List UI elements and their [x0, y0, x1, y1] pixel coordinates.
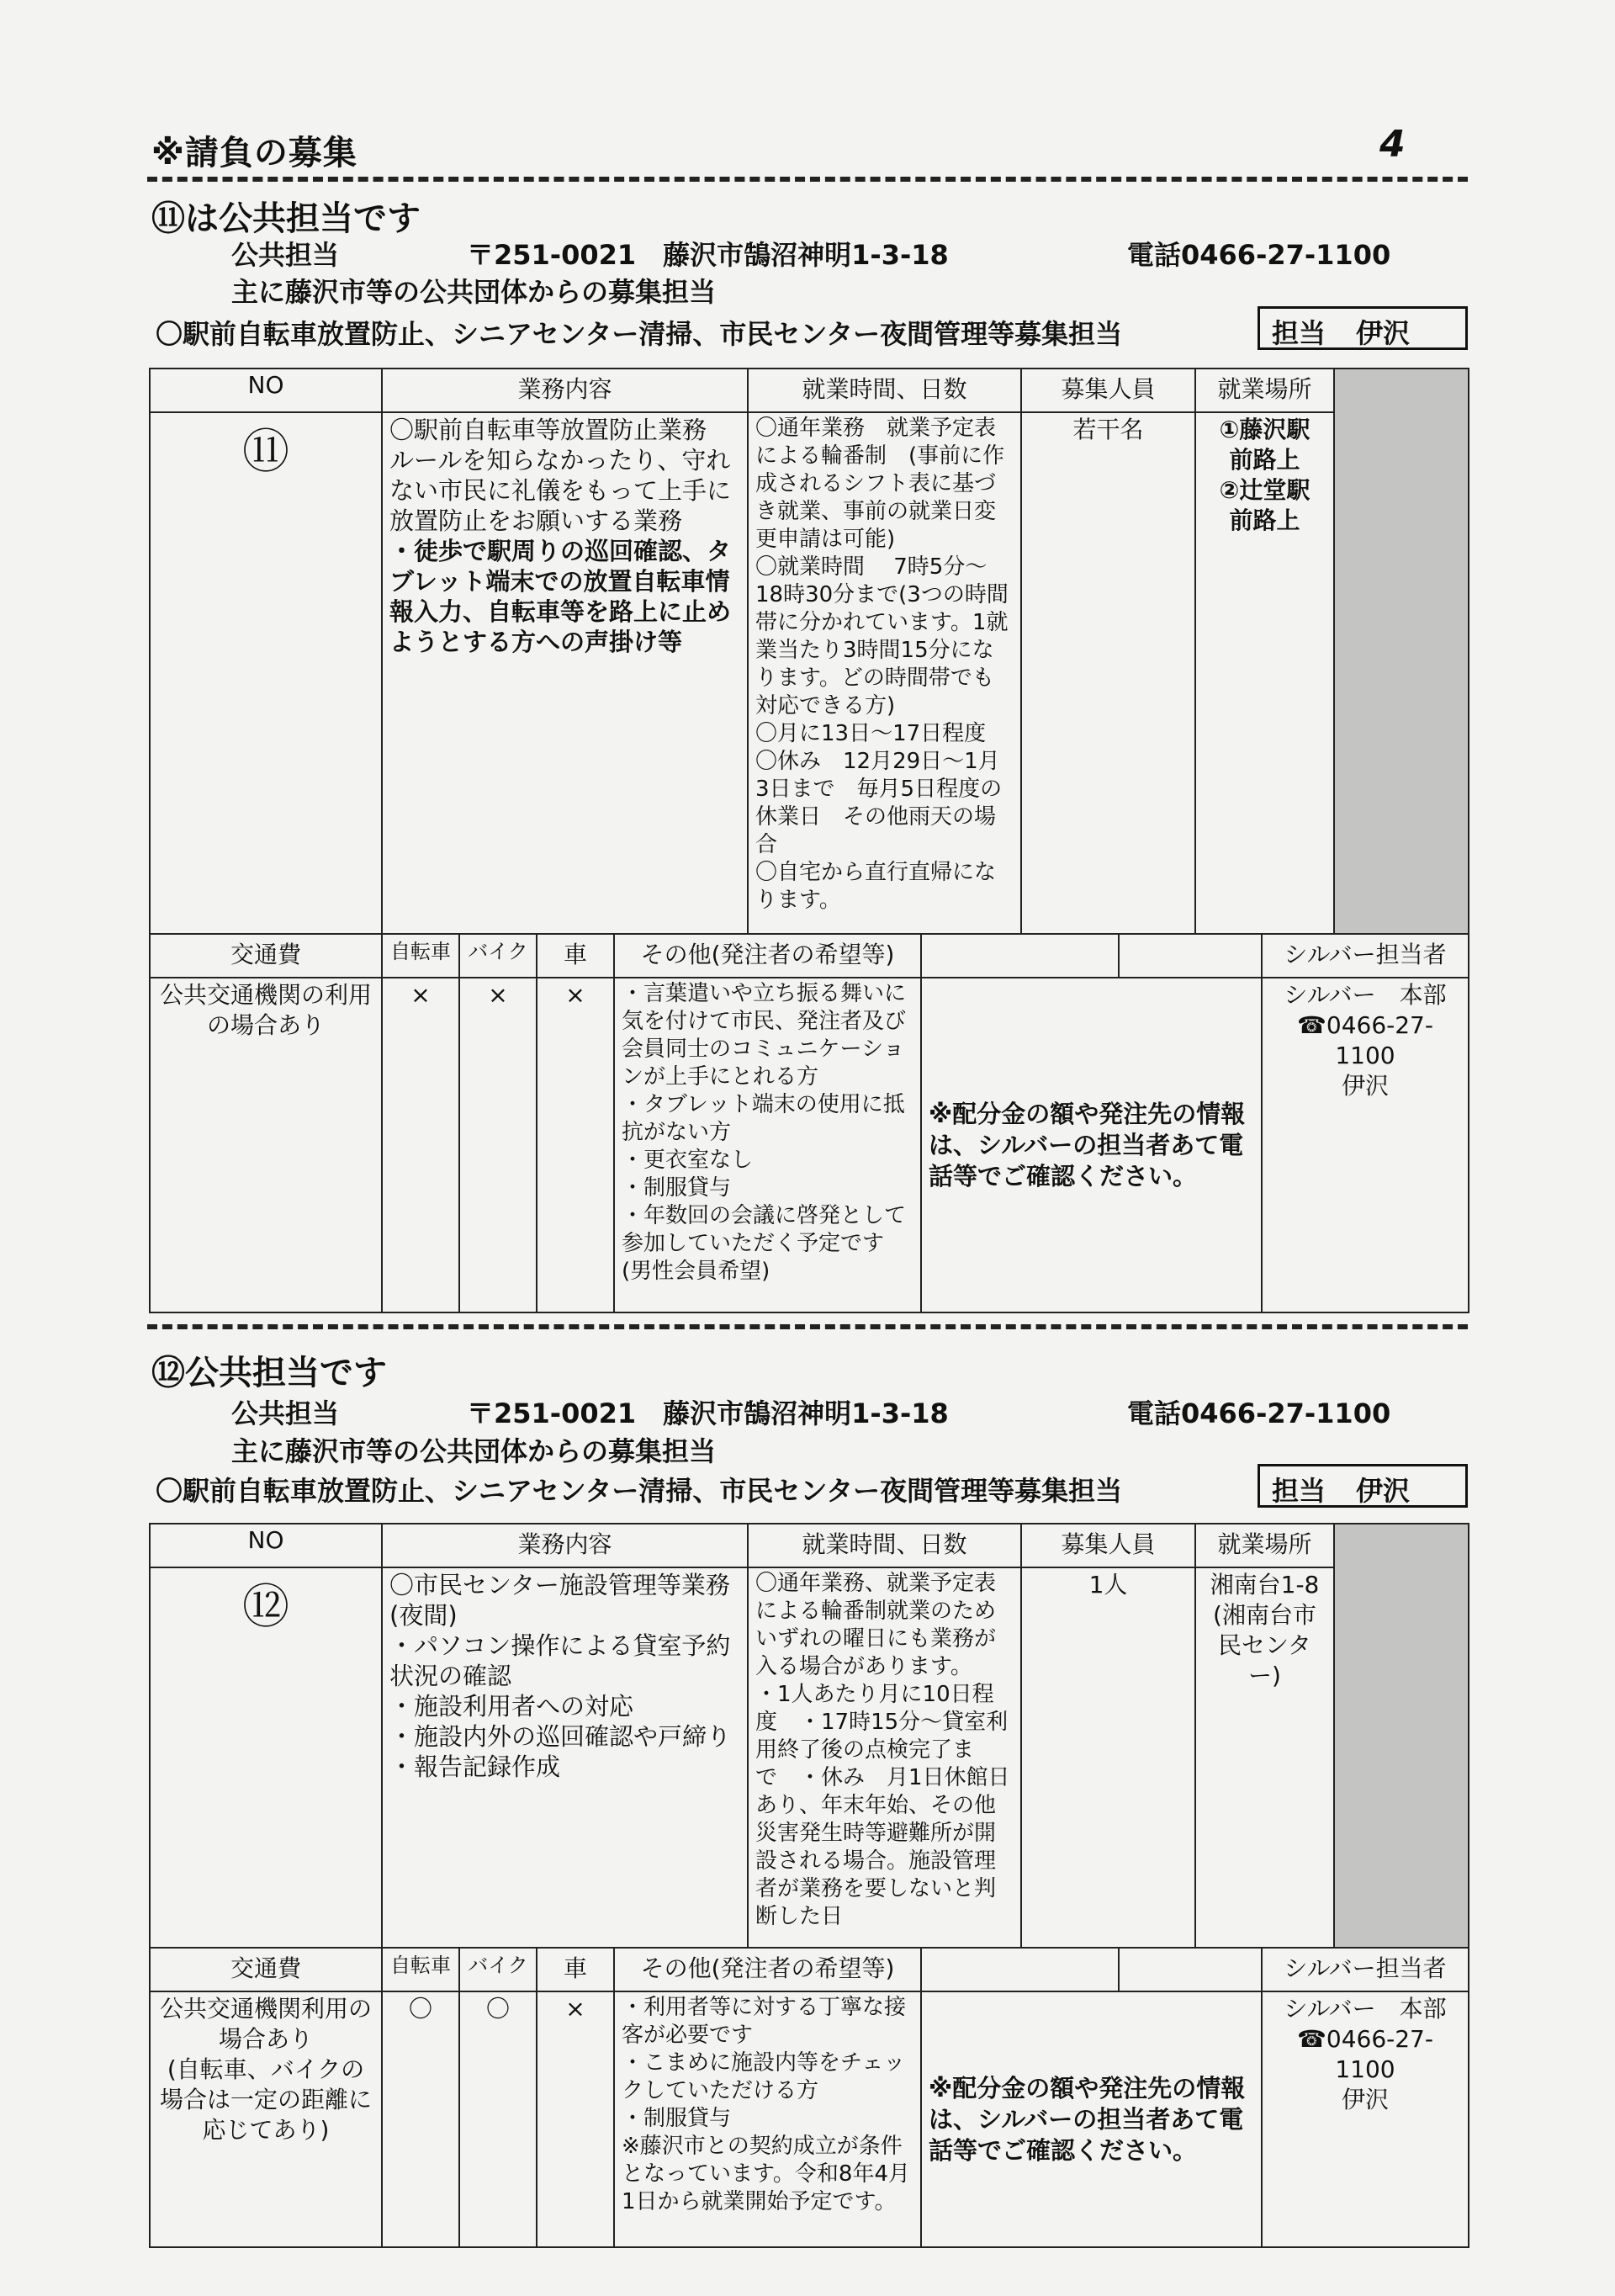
header-car: 車 — [537, 1948, 614, 1991]
car-mark: × — [537, 1991, 614, 2247]
header-moto: バイク — [459, 1948, 537, 1991]
transport-text: 公共交通機関の利用の場合あり — [150, 978, 382, 1312]
phone: 電話0466-27-1100 — [1127, 1397, 1391, 1429]
header-staff: シルバー担当者 — [1262, 1948, 1469, 1991]
dept-label: 公共担当 — [231, 1397, 340, 1429]
divider — [147, 1324, 1468, 1329]
hours-text: 〇通年業務、就業予定表による輪番制就業のためいずれの曜日にも業務が入る場合があります。 ・1人あたり月に10日程度 ・17時15分～貸室利用終了後の点検完了まで ・休み 月1日休館日あり、年末年始、その他災害発生時等避難所が開設される場合。施設管理者が業務を要しないと判断した日 — [748, 1567, 1021, 1948]
main-line: 主に藤沢市等の公共団体からの募集担当 — [231, 1435, 717, 1467]
car-mark: × — [537, 978, 614, 1312]
transport-text: 公共交通機関利用の場合あり (自転車、バイクの場合は一定の距離に応じてあり) — [150, 1991, 382, 2247]
page-number: 4 — [1379, 123, 1406, 166]
gray-column — [1334, 1524, 1469, 1948]
work-place: 湘南台1-8 (湘南台市 民センター) — [1195, 1567, 1334, 1948]
staff-text: シルバー 本部 ☎0466-27-1100 伊沢 — [1262, 978, 1469, 1312]
header-work: 業務内容 — [382, 369, 748, 412]
header-hours: 就業時間、日数 — [748, 369, 1021, 412]
tanto-name: 伊沢 — [1356, 1475, 1411, 1507]
moto-mark: 〇 — [459, 1991, 537, 2247]
gray-column — [1334, 369, 1469, 934]
people-count: 1人 — [1021, 1567, 1195, 1948]
tanto-box — [1258, 306, 1468, 350]
address: 〒251-0021 藤沢市鵠沼神明1-3-18 — [467, 1397, 949, 1429]
header-bike: 自転車 — [382, 1948, 459, 1991]
header-people: 募集人員 — [1021, 369, 1195, 412]
section-title: ⑪は公共担当です — [151, 199, 421, 238]
header-car: 車 — [537, 934, 614, 978]
header-transport: 交通費 — [150, 1948, 382, 1991]
tanto-label: 担当 — [1272, 1475, 1326, 1507]
recruit-line: 〇駅前自転車放置防止、シニアセンター清掃、市民センター夜間管理等募集担当 — [156, 1475, 1123, 1507]
header-place: 就業場所 — [1195, 1524, 1334, 1567]
header-people: 募集人員 — [1021, 1524, 1195, 1567]
header-moto: バイク — [459, 934, 537, 978]
header-other: その他(発注者の希望等) — [614, 1948, 921, 1991]
other-text: ・言葉遣いや立ち振る舞いに気を付けて市民、発注者及び会員同士のコミュニケーションが上手にとれる方 ・タブレット端末の使用に抵抗がない方 ・更衣室なし ・制服貸与 ・年数回の会議に啓発として参加していただく予定です (男性会員希望) — [614, 978, 921, 1312]
dept-label: 公共担当 — [231, 239, 340, 271]
job-table — [149, 368, 1469, 935]
tanto-name: 伊沢 — [1356, 317, 1411, 349]
job-table — [149, 1523, 1469, 1949]
blank-cell — [1119, 934, 1262, 978]
bike-mark: × — [382, 978, 459, 1312]
header-bike: 自転車 — [382, 934, 459, 978]
blank-cell — [921, 1948, 1119, 1991]
tanto-box — [1258, 1464, 1468, 1508]
main-line: 主に藤沢市等の公共団体からの募集担当 — [231, 276, 717, 308]
work-place: ①藤沢駅 前路上 ②辻堂駅 前路上 — [1195, 412, 1334, 934]
work-text-bold: ・徒歩で駅周りの巡回確認、タブレット端末での放置自転車情報入力、自転車等を路上に止めようとする方への声掛け等 — [389, 537, 732, 656]
work-text: 〇駅前自転車等放置防止業務 ルールを知らなかったり、守れない市民に礼儀をもって上手に放置防止をお願いする業務 — [389, 416, 732, 535]
work-text: 〇市民センター施設管理等業務(夜間) ・パソコン操作による貸室予約状況の確認 ・施設利用者への対応 ・施設内外の巡回確認や戸締り ・報告記録作成 — [389, 1571, 732, 1781]
tanto-label: 担当 — [1272, 317, 1326, 349]
divider — [147, 177, 1468, 182]
job-number: ⑪ — [150, 412, 382, 934]
section-title: ⑫公共担当です — [151, 1354, 387, 1392]
header-no: NO — [150, 1524, 382, 1567]
moto-mark: × — [459, 978, 537, 1312]
blank-cell — [921, 934, 1119, 978]
sub-table — [149, 933, 1469, 1313]
header-no: NO — [150, 369, 382, 412]
header-work: 業務内容 — [382, 1524, 748, 1567]
sub-table — [149, 1947, 1469, 2248]
recruit-line: 〇駅前自転車放置防止、シニアセンター清掃、市民センター夜間管理等募集担当 — [156, 318, 1123, 350]
staff-text: シルバー 本部 ☎0466-27-1100 伊沢 — [1262, 1991, 1469, 2247]
header-other: その他(発注者の希望等) — [614, 934, 921, 978]
work-cell — [382, 1567, 748, 1948]
job-number: ⑫ — [150, 1567, 382, 1948]
note-text: ※配分金の額や発注先の情報は、シルバーの担当者あて電話等でご確認ください。 — [921, 1991, 1262, 2247]
header-transport: 交通費 — [150, 934, 382, 978]
header-place: 就業場所 — [1195, 369, 1334, 412]
people-count: 若干名 — [1021, 412, 1195, 934]
phone: 電話0466-27-1100 — [1127, 239, 1391, 271]
header-hours: 就業時間、日数 — [748, 1524, 1021, 1567]
address: 〒251-0021 藤沢市鵠沼神明1-3-18 — [467, 239, 949, 271]
bike-mark: 〇 — [382, 1991, 459, 2247]
page-title: ※請負の募集 — [151, 134, 357, 172]
header-staff: シルバー担当者 — [1262, 934, 1469, 978]
other-text: ・利用者等に対する丁寧な接客が必要です ・こまめに施設内等をチェックしていただける方 ・制服貸与 ※藤沢市との契約成立が条件となっています。令和8年4月1日から就業開始予定です。 — [614, 1991, 921, 2247]
note-text: ※配分金の額や発注先の情報は、シルバーの担当者あて電話等でご確認ください。 — [921, 978, 1262, 1312]
blank-cell — [1119, 1948, 1262, 1991]
hours-text: 〇通年業務 就業予定表による輪番制 (事前に作成されるシフト表に基づき就業、事前の就業日変更申請は可能) 〇就業時間 7時5分～18時30分まで(3つの時間帯に分かれています。1就業当たり3時間15分になります。どの時間帯でも対応できる方) 〇月に13日～17日程度 〇休み 12月29日～1月3日まで 毎月5日程度の休業日 その他雨天の場合 〇自宅から直行直帰になります。 — [748, 412, 1021, 934]
work-cell — [382, 412, 748, 934]
